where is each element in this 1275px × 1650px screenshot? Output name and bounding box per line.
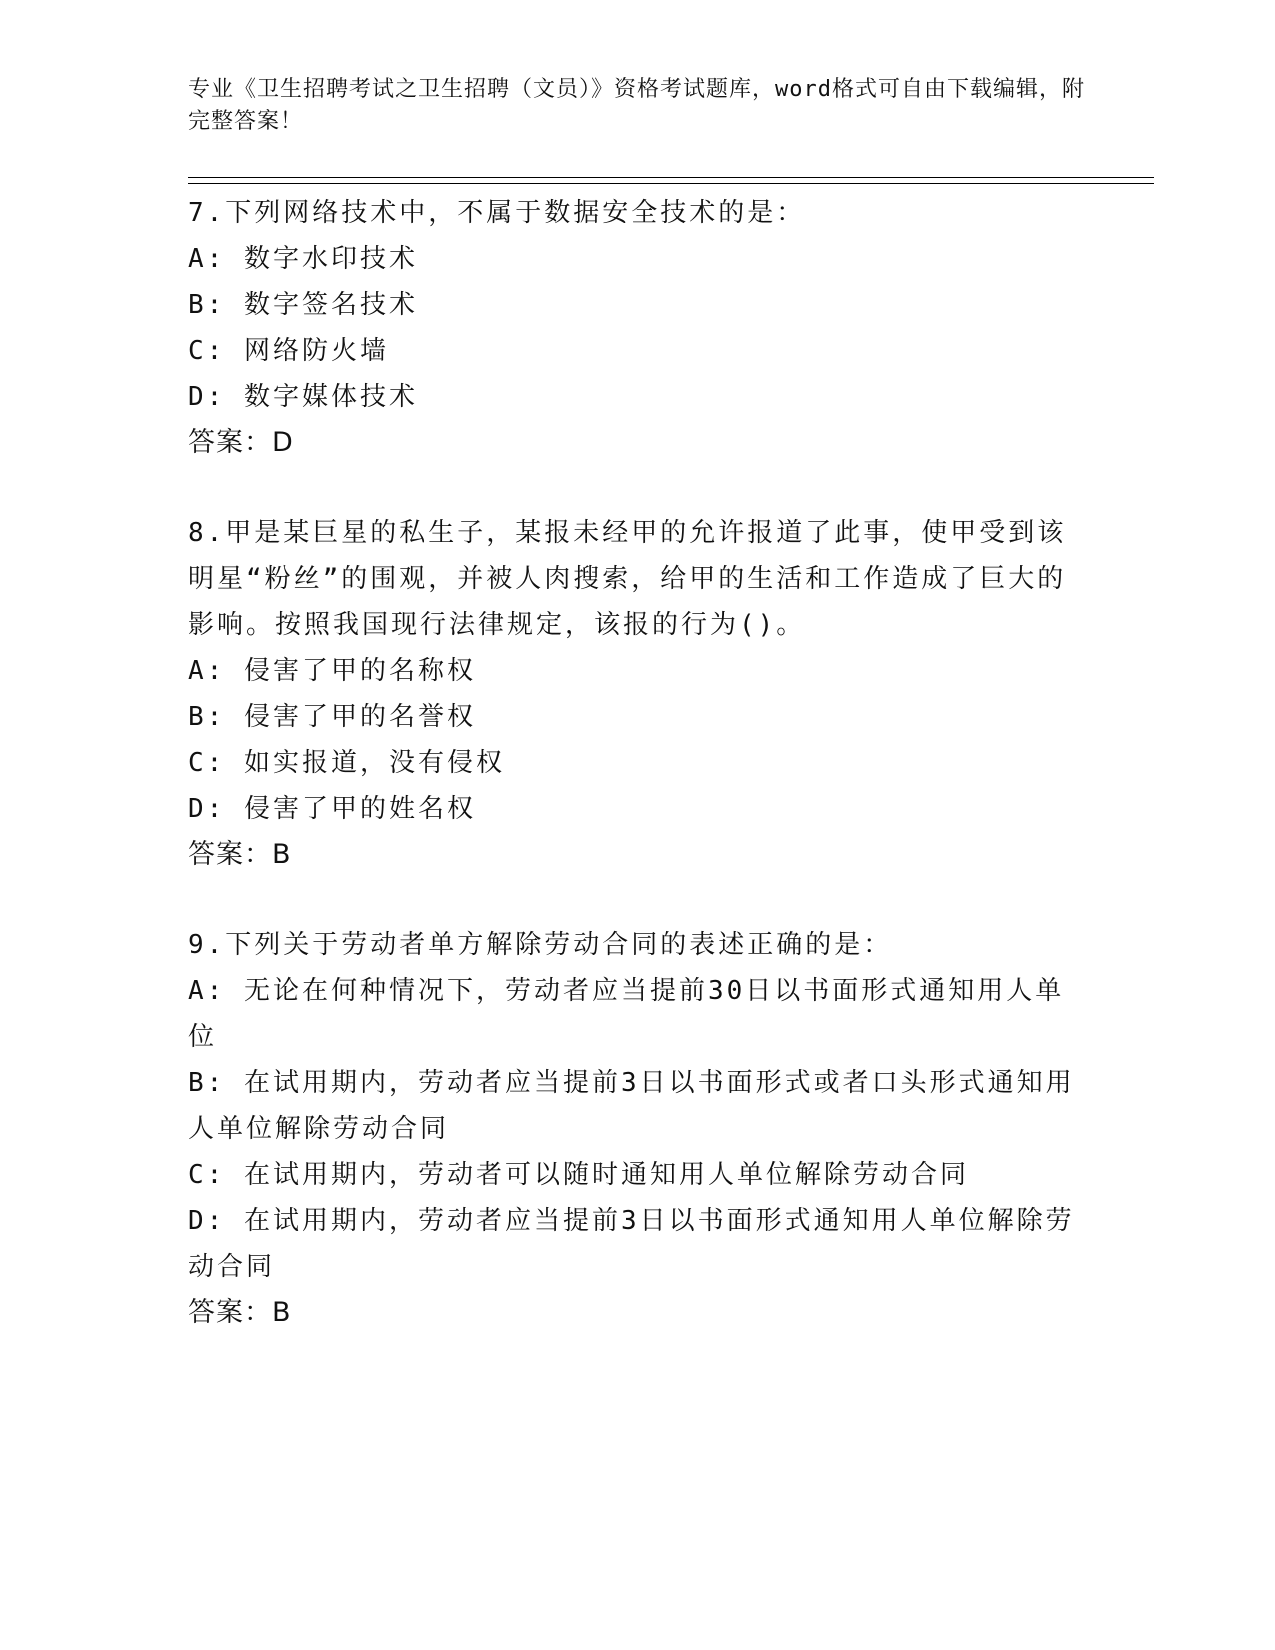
question-7 [188,190,1088,466]
option-d: D: 在试用期内，劳动者应当提前3日以书面形式通知用人单位解除劳动合同 [188,1206,1075,1282]
question-stem: 7.下列网络技术中，不属于数据安全技术的是： [188,198,806,228]
answer-line: 答案：B [188,1297,292,1328]
option-a: A: 数字水印技术 [188,244,418,274]
option-c: C: 如实报道，没有侵权 [188,748,505,778]
option-b: B: 数字签名技术 [188,290,418,320]
document-header: 专业《卫生招聘考试之卫生招聘（文员）》资格考试题库，word格式可自由下载编辑，附完整答案！ [188,77,1085,134]
option-a: A: 侵害了甲的名称权 [188,656,476,686]
option-d: D: 数字媒体技术 [188,382,418,412]
question-list [188,190,1088,1380]
question-9 [188,922,1088,1336]
header-divider-top [188,177,1154,178]
answer-line: 答案：D [188,427,294,458]
question-stem: 8.甲是某巨星的私生子，某报未经甲的允许报道了此事，使甲受到该明星“粉丝”的围观，并被人肉搜索，给甲的生活和工作造成了巨大的影响。按照我国现行法律规定，该报的行为()。 [188,518,1067,640]
header-divider-bottom [188,183,1154,184]
option-c: C: 在试用期内，劳动者可以随时通知用人单位解除劳动合同 [188,1160,969,1190]
option-c: C: 网络防火墙 [188,336,389,366]
answer-line: 答案：B [188,839,292,870]
option-d: D: 侵害了甲的姓名权 [188,794,476,824]
option-a: A: 无论在何种情况下，劳动者应当提前30日以书面形式通知用人单位 [188,976,1065,1052]
question-stem: 9.下列关于劳动者单方解除劳动合同的表述正确的是： [188,930,893,960]
option-b: B: 侵害了甲的名誉权 [188,702,476,732]
option-b: B: 在试用期内，劳动者应当提前3日以书面形式或者口头形式通知用人单位解除劳动合同 [188,1068,1075,1144]
question-8 [188,510,1088,878]
